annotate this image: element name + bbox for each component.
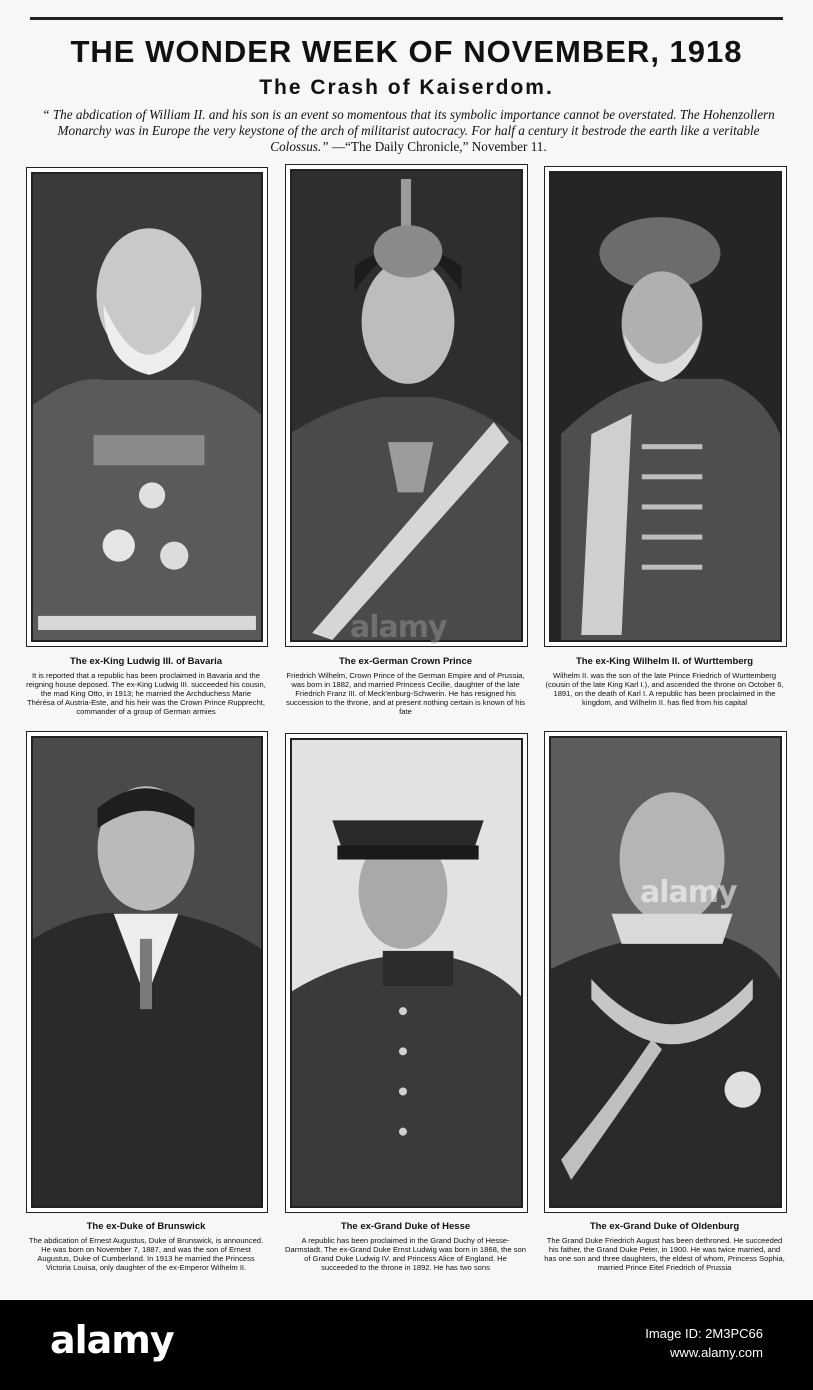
footer-info: [645, 1324, 763, 1362]
caption-text-wilhelm-wurttemberg: Wilhelm II. was the son of the late Prince Friedrich of Wurttemberg (cousin of the late King Karl I.), and ascended the throne on October 6, 1891, on the death of Karl I. A republic has been proclaimed in the kingdom, and Wilhelm II. has fled from his capital: [545, 671, 784, 707]
portrait-photo-wilhelm-wurttemberg: [549, 171, 782, 642]
caption-title-wilhelm-wurttemberg: The ex-King Wilhelm II. of Wurttemberg: [575, 656, 754, 667]
quote-text: “ The abdication of William II. and his son is an event so momentous that its symbolic importance cannot be overstated. The Hohenzollern Monarchy was in Europe the very keystone of the arch of militarist autocracy. For half a century it bestrode the earth like a veritable Colossus.”: [42, 107, 775, 154]
quote-source: —“The Daily Chronicle,” November 11.: [331, 139, 547, 154]
caption-title-crown-prince: The ex-German Crown Prince: [338, 656, 473, 667]
caption-text-crown-prince: Friedrich Wilhelm, Crown Prince of the German Empire and of Prussia, was born in 1882, and married Princess Cecilie, daughter of the late Friedrich Franz III. of Meck'enburg-Schwerin. He has resigned his succession to the throne, and at present nothing certain is known of his fate: [286, 671, 525, 716]
portrait-photo-hesse: [290, 738, 523, 1208]
site-url: www.alamy.com: [670, 1345, 763, 1360]
page-title: THE WONDER WEEK OF NOVEMBER, 1918: [70, 34, 743, 69]
caption-text-ludwig: It is reported that a republic has been proclaimed in Bavaria and the reigning house deposed. The ex-King Ludwig III. succeeded his cousin, the mad King Otto, in 1913; he married the Archduchess Marie Thérèsa of Austria-Este, and his heir was the Crown Prince Rupprecht, commander of a group of German armies: [26, 671, 266, 716]
portrait-photo-brunswick: [31, 736, 263, 1208]
portrait-frame-hesse: [285, 733, 528, 1213]
alamy-watermark: alamy: [640, 875, 737, 910]
portrait-photo-crown-prince: [290, 169, 523, 642]
page-subtitle: The Crash of Kaiserdom.: [259, 76, 554, 99]
intro-quote: [36, 107, 781, 155]
portrait-frame-crown-prince: [285, 164, 528, 647]
portrait-frame-oldenburg: [544, 731, 787, 1213]
caption-title-hesse: The ex-Grand Duke of Hesse: [340, 1221, 471, 1232]
portrait-frame-brunswick: [26, 731, 268, 1213]
stock-footer-bar: [0, 1300, 813, 1390]
portrait-frame-ludwig: [26, 167, 268, 647]
caption-text-hesse: A republic has been proclaimed in the Grand Duchy of Hesse-Darmstadt. The ex-Grand Duke Ernst Ludwig was born in 1868, the son of Grand Duke Ludwig IV. and Princess Alice of England. He succeeded to the throne in 1892. He has two sons: [285, 1236, 526, 1272]
caption-text-oldenburg: The Grand Duke Friedrich August has been dethroned. He succeeded his father, the Grand Duke Peter, in 1900. He was twice married, and has one son and three daughters, the eldest of whom, Princess Sophia, married Prince Eitel Friedrich of Prussia: [544, 1236, 785, 1272]
image-id-label: Image ID: 2M3PC66: [645, 1326, 763, 1341]
portrait-photo-ludwig: [31, 172, 263, 642]
caption-text-brunswick: The abdication of Ernest Augustus, Duke of Brunswick, is announced. He was born on November 7, 1887, and was the son of Ernest Augustus, Duke of Cumberland. In 1913 he married the Princess Victoria Louisa, only daughter of the ex-Emperor Wilhelm II.: [28, 1236, 264, 1272]
caption-title-oldenburg: The ex-Grand Duke of Oldenburg: [589, 1221, 740, 1232]
portrait-frame-wilhelm-wurttemberg: [544, 166, 787, 647]
caption-title-brunswick: The ex-Duke of Brunswick: [86, 1221, 206, 1232]
top-rule: [30, 17, 783, 20]
alamy-watermark: alamy: [350, 610, 447, 645]
caption-title-ludwig: The ex-King Ludwig III. of Bavaria: [69, 656, 223, 667]
portrait-photo-oldenburg: [549, 736, 782, 1208]
alamy-logo: alamy: [50, 1318, 174, 1362]
